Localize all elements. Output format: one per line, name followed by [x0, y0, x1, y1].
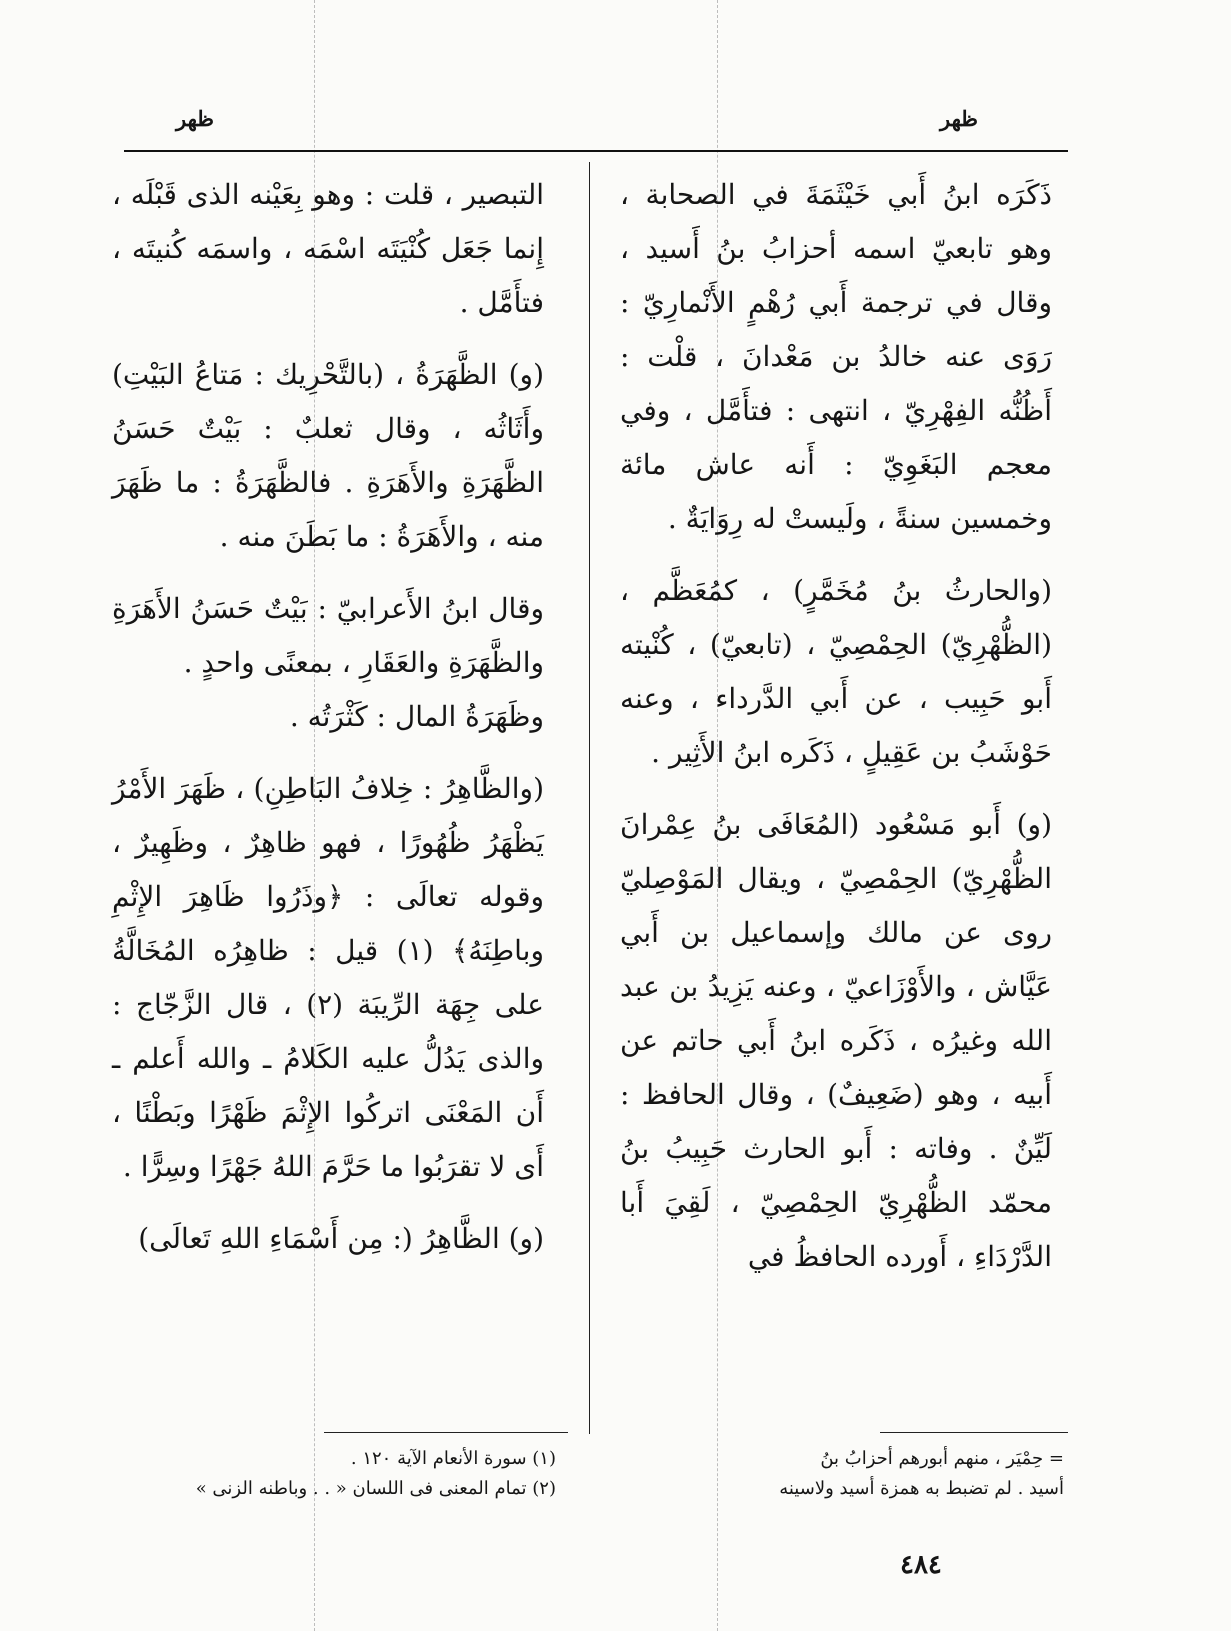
footnotes-right: [632, 1444, 1064, 1504]
header-rule: [124, 150, 1068, 152]
footnote-rule-left: [324, 1432, 568, 1433]
running-head-left: ظهر: [176, 106, 214, 131]
right-paragraph: (والحارثُ بنُ مُخَمَّرٍ) ، كمُعَظَّم ، (الظُّهْرِيّ) الحِمْصِيّ ، (تابعيّ) ، كُنْيته أَبو حَبِيب ، عن أَبي الدَّرداء ، وعنه حَوْشَبُ بن عَقِيلٍ ، ذَكَره ابنُ الأَثِير .: [620, 574, 1052, 769]
footnote-line: = حِمْيَر ، منهم أبورهم أحزابُ بنُ: [820, 1448, 1064, 1469]
right-paragraph: (و) أَبو مَسْعُود (المُعَافَى بنُ عِمْرانَ الظُّهْرِيّ) الحِمْصِيّ ، ويقال المَوْصِليّ روى عن مالك وإسماعيل بن أَبي عَيَّاش ، والأَوْزَاعيّ ، وعنه يَزِيدُ بن عبد الله وغيرُه ، ذَكَره ابنُ أَبي حاتم عن أَبيه ، وهو (ضَعِيفٌ) ، وقال الحافظ : لَيِّنٌ . وفاته : أَبو الحارث حَبِيبُ بنُ محمّد الظُّهْرِيّ الحِمْصِيّ ، لَقِيَ أَبا الدَّرْدَاءِ ، أَورده الحافظُ في: [620, 808, 1052, 1273]
footnote-line: أسيد . لم تضبط به همزة أسيد ولاسينه: [779, 1478, 1064, 1499]
left-paragraph: (والظَّاهِرُ : خِلافُ البَاطِنِ) ، ظَهَرَ الأَمْرُ يَظْهَرُ ظُهُورًا ، فهو ظاهِرٌ ، وظَهِيرٌ ، وقوله تعالَى : ﴿وذَرُوا ظَاهِرَ الإِثْمِ وباطِنَهُ﴾ (١) قيل : ظاهِرُه المُخَالَّةُ على جِهَة الرِّيبَة (٢) ، قال الزَّجّاج : والذى يَدُلُّ عليه الكَلامُ ـ والله أَعلم ـ أَن المَعْنَى اتركُوا الإِثْمَ ظَهْرًا وبَطْنًا ، أَى لا تقرَبُوا ما حَرَّمَ اللهُ جَهْرًا وسِرًّا .: [112, 772, 544, 1183]
left-column: [112, 168, 544, 1266]
left-paragraph: التبصير ، قلت : وهو بِعَيْنه الذى قَبْلَه ، إِنما جَعَل كُنْيَتَه اسْمَه ، واسمَه كُنيتَه ، فتأَمَّل .: [112, 178, 545, 319]
footnotes-left: [116, 1444, 556, 1504]
footnote-line: (٢) تمام المعنى فى اللسان « . . وباطنه الزنى »: [195, 1478, 556, 1499]
right-column: [620, 168, 1052, 1284]
column-divider: [589, 162, 590, 1434]
footnote-rule-right: [880, 1432, 1068, 1433]
page-number: ٤٨٤: [900, 1550, 942, 1580]
right-paragraph: ذَكَرَه ابنُ أَبي خَيْثَمَةَ في الصحابة ، وهو تابعيّ اسمه أحزابُ بنُ أَسيد ، وقال في ترجمة أَبي رُهْمٍ الأَنْمارِيّ : رَوَى عنه خالدُ بن مَعْدانَ ، قلْت : أَظُنُّه الفِهْرِيّ ، انتهى : فتأَمَّل ، وفي معجم البَغَوِيّ : أَنه عاش مائة وخمسين سنةً ، ولَيستْ له رِوَايَةٌ .: [620, 178, 1052, 535]
running-head-right: ظهر: [940, 106, 978, 131]
left-paragraph: (و) الظَّهَرَةُ ، (بالتَّحْرِيك : مَتاعُ البَيْتِ) وأَثَاثُه ، وقال ثعلبٌ : بَيْتٌ حَسَنُ الظَّهَرَةِ والأَهَرَةِ . فالظَّهَرَةُ : ما ظَهَرَ منه ، والأَهَرَةُ : ما بَطَنَ منه .: [112, 358, 544, 553]
footnote-line: (١) سورة الأنعام الآية ١٢٠ .: [350, 1448, 556, 1469]
left-paragraph: وقال ابنُ الأَعرابيّ : بَيْتٌ حَسَنُ الأَهَرَةِ والظَّهَرَةِ والعَقَارِ ، بمعنًى واحدٍ .: [112, 592, 544, 679]
left-paragraph: (و) الظَّاهِرُ (: مِن أَسْمَاءِ اللهِ تَعالَى): [138, 1222, 544, 1255]
left-paragraph: وظَهَرَةُ المال : كَثْرَتُه .: [289, 700, 544, 733]
